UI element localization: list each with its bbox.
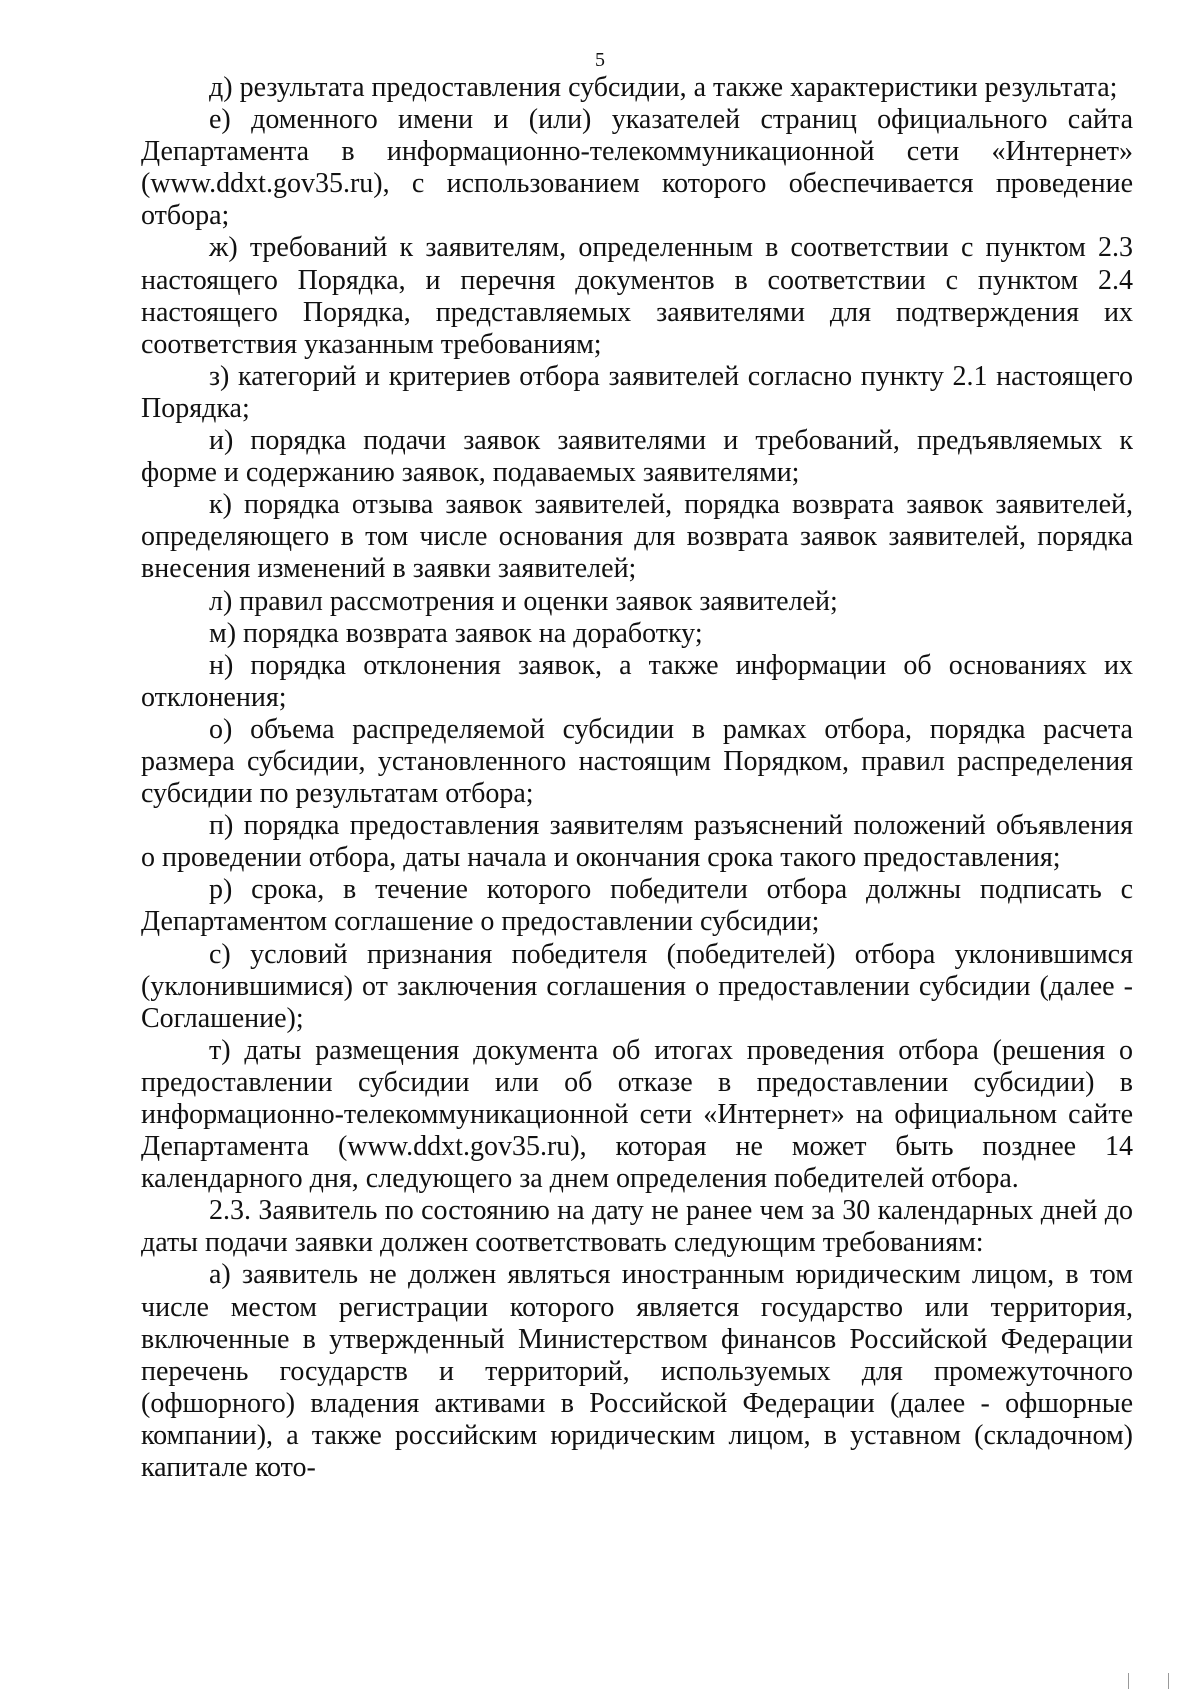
document-body [141, 72, 1133, 1484]
paragraph-i: и) порядка подачи заявок заявителями и требований, предъявляемых к форме и содержанию заявок, подаваемых заявителями; [141, 425, 1133, 489]
paragraph-a: а) заявитель не должен являться иностранным юридическим лицом, в том числе местом регистрации которого является государство или территория, включенные в утвержденный Министерством финансов Российской Федерации перечень государств и территорий, используемых для промежуточного (офшорного) владения активами в Российской Федерации (далее - офшорные компании), а также российским юридическим лицом, в уставном (складочном) капитале кото- [141, 1259, 1133, 1484]
scan-edge-mark [1168, 1673, 1169, 1689]
paragraph-r: р) срока, в течение которого победители отбора должны подписать с Департаментом соглашение о предоставлении субсидии; [141, 874, 1133, 938]
paragraph-zh: ж) требований к заявителям, определенным в соответствии с пунктом 2.3 настоящего Порядка, и перечня документов в соответствии с пунктом 2.4 настоящего Порядка, представляемых заявителями для подтверждения их соответствия указанным требованиям; [141, 232, 1133, 360]
paragraph-e: е) доменного имени и (или) указателей страниц официального сайта Департамента в информационно-телекоммуникационной сети «Интернет» (www.ddxt.gov35.ru), с использованием которого обеспечивается проведение отбора; [141, 104, 1133, 232]
page-number: 5 [595, 49, 605, 71]
scan-edge-mark [1128, 1673, 1129, 1689]
paragraph-n: н) порядка отклонения заявок, а также информации об основаниях их отклонения; [141, 649, 1133, 713]
paragraph-o: о) объема распределяемой субсидии в рамках отбора, порядка расчета размера субсидии, установленного настоящим Порядком, правил распределения субсидии по результатам отбора; [141, 713, 1133, 810]
paragraph-m: м) порядка возврата заявок на доработку; [209, 617, 703, 649]
paragraph-s: с) условий признания победителя (победителей) отбора уклонившимся (уклонившимися) от заключения соглашения о предоставлении субсидии (далее - Соглашение); [141, 938, 1133, 1034]
paragraph-l: л) правил рассмотрения и оценки заявок заявителей; [209, 585, 838, 617]
paragraph-2-3: 2.3. Заявитель по состоянию на дату не ранее чем за 30 календарных дней до даты подачи заявки должен соответствовать следующим требованиям: [141, 1195, 1133, 1259]
paragraph-k: к) порядка отзыва заявок заявителей, порядка возврата заявок заявителей, определяющего в том числе основания для возврата заявок заявителей, порядка внесения изменений в заявки заявителей; [141, 489, 1133, 585]
paragraph-t: т) даты размещения документа об итогах проведения отбора (решения о предоставлении субсидии или об отказе в предоставлении субсидии) в информационно-телекоммуникационной сети «Интернет» на официальном сайте Департамента (www.ddxt.gov35.ru), которая не может быть позднее 14 календарного дня, следующего за днем определения победителей отбора. [141, 1034, 1133, 1195]
paragraph-p: п) порядка предоставления заявителям разъяснений положений объявления о проведении отбора, даты начала и окончания срока такого предоставления; [141, 810, 1133, 874]
paragraph-z: з) категорий и критериев отбора заявителей согласно пункту 2.1 настоящего Порядка; [141, 360, 1133, 424]
paragraph-d: д) результата предоставления субсидии, а также характеристики результата; [209, 72, 1118, 103]
